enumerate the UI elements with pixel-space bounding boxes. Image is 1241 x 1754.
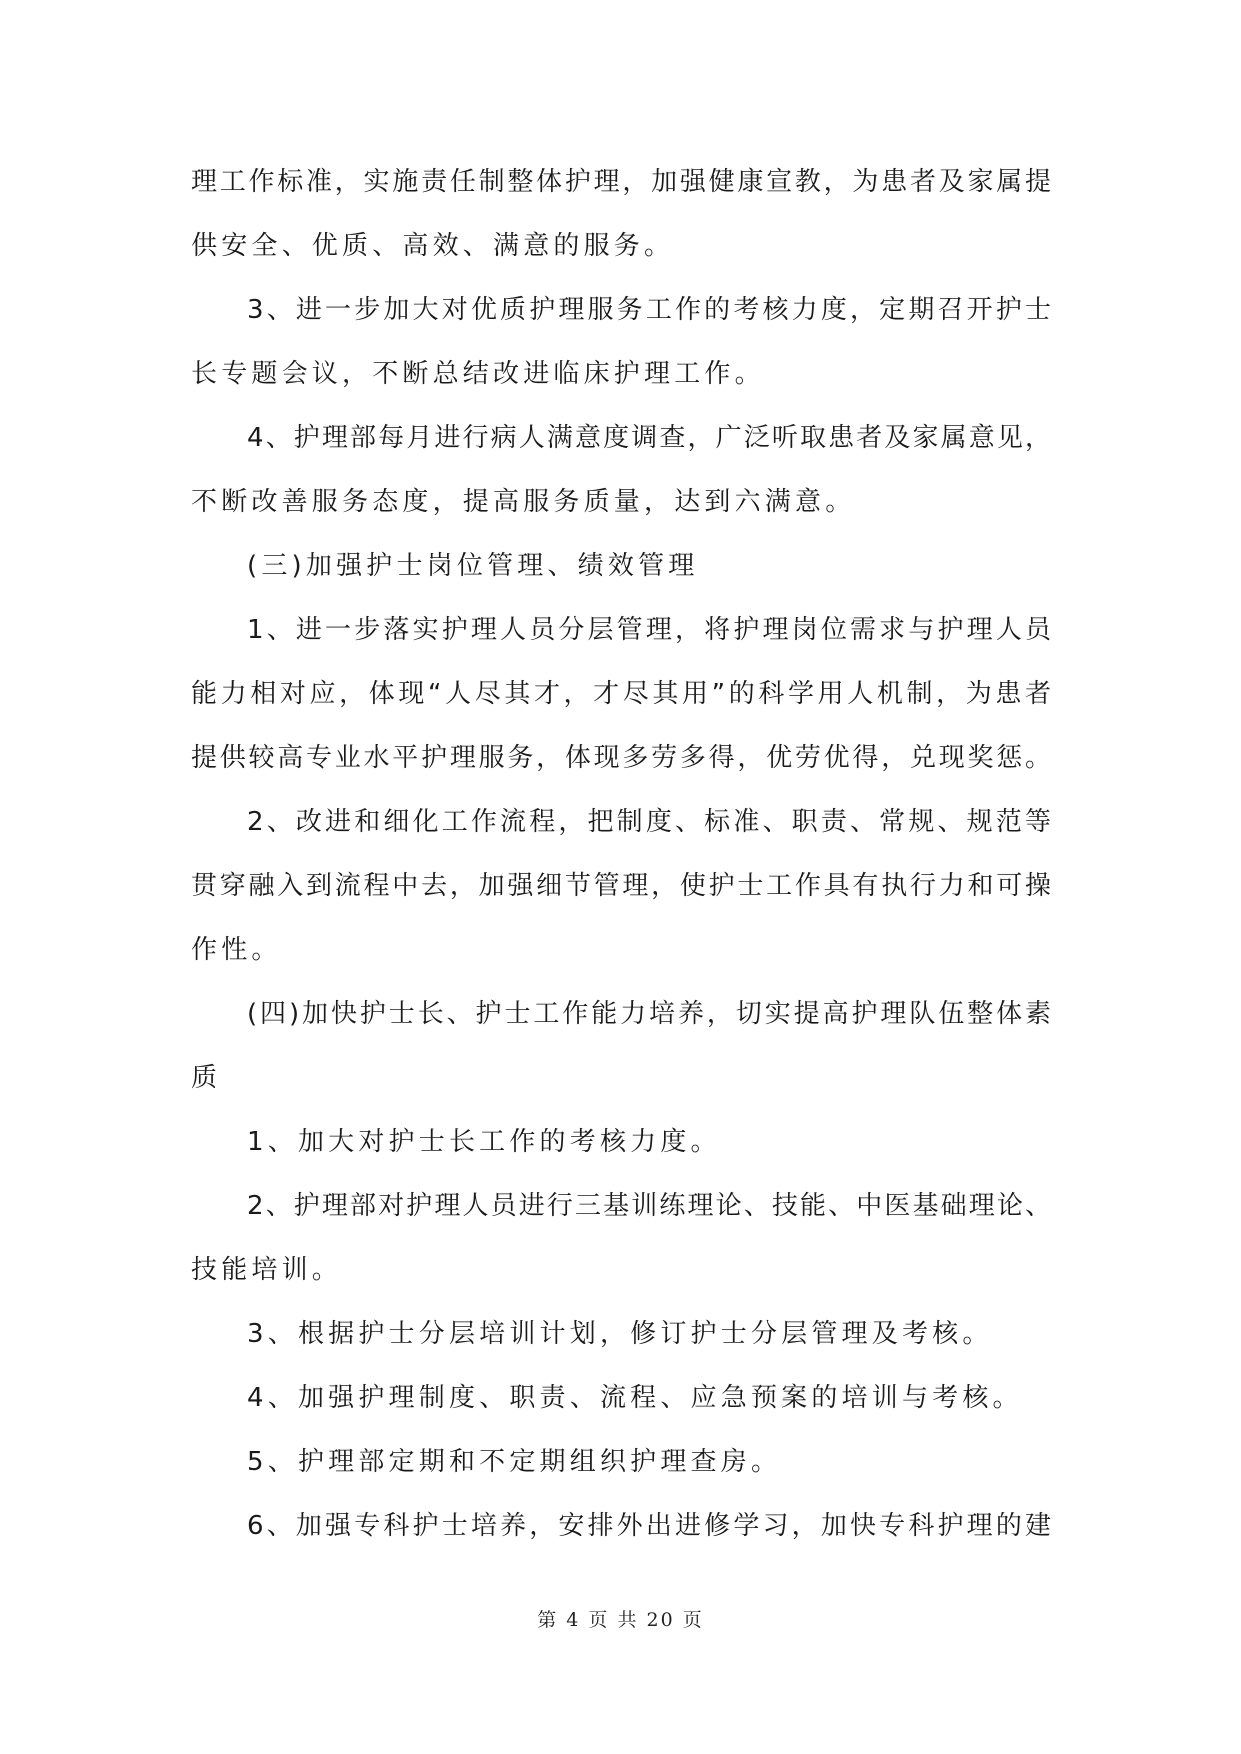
text-line: 5、护理部定期和不定期组织护理查房。: [247, 1447, 782, 1477]
text-line: 1、进一步落实护理人员分层管理，将护理岗位需求与护理人员: [247, 615, 1051, 645]
text-line: 4、护理部每月进行病人满意度调查，广泛听取患者及家属意见，: [247, 423, 1051, 453]
text-line: 贯穿融入到流程中去，加强细节管理，使护士工作具有执行力和可操: [191, 871, 1051, 901]
text-line: 技能培训。: [191, 1255, 343, 1285]
text-line: 4、加强护理制度、职责、流程、应急预案的培训与考核。: [247, 1383, 1023, 1413]
section-heading: (三)加强护士岗位管理、绩效管理: [247, 551, 699, 581]
text-line: 提供较高专业水平护理服务，体现多劳多得，优劳优得，兑现奖惩。: [191, 743, 1051, 773]
text-line: 作性。: [191, 935, 282, 965]
text-line: 理工作标准，实施责任制整体护理，加强健康宣教，为患者及家属提: [191, 167, 1051, 197]
text-line: 3、根据护士分层培训计划，修订护士分层管理及考核。: [247, 1319, 993, 1349]
text-line: 不断改善服务态度，提高服务质量，达到六满意。: [191, 487, 856, 517]
text-line: 3、进一步加大对优质护理服务工作的考核力度，定期召开护士: [247, 295, 1051, 325]
text-line: 2、护理部对护理人员进行三基训练理论、技能、中医基础理论、: [247, 1191, 1051, 1221]
text-line: 供安全、优质、高效、满意的服务。: [191, 231, 675, 261]
text-line: 长专题会议，不断总结改进临床护理工作。: [191, 359, 765, 389]
text-line: 1、加大对护士长工作的考核力度。: [247, 1127, 721, 1157]
section-heading: (四)加快护士长、护士工作能力培养，切实提高护理队伍整体素: [247, 999, 1051, 1029]
text-line: 能力相对应，体现“人尽其才，才尽其用”的科学用人机制，为患者: [191, 679, 1051, 709]
text-line: 6、加强专科护士培养，安排外出进修学习，加快专科护理的建: [247, 1511, 1051, 1541]
text-line: 2、改进和细化工作流程，把制度、标准、职责、常规、规范等: [247, 807, 1051, 837]
page-number-footer: 第 4 页 共 20 页: [537, 1609, 704, 1631]
section-heading-continuation: 质: [191, 1063, 222, 1093]
